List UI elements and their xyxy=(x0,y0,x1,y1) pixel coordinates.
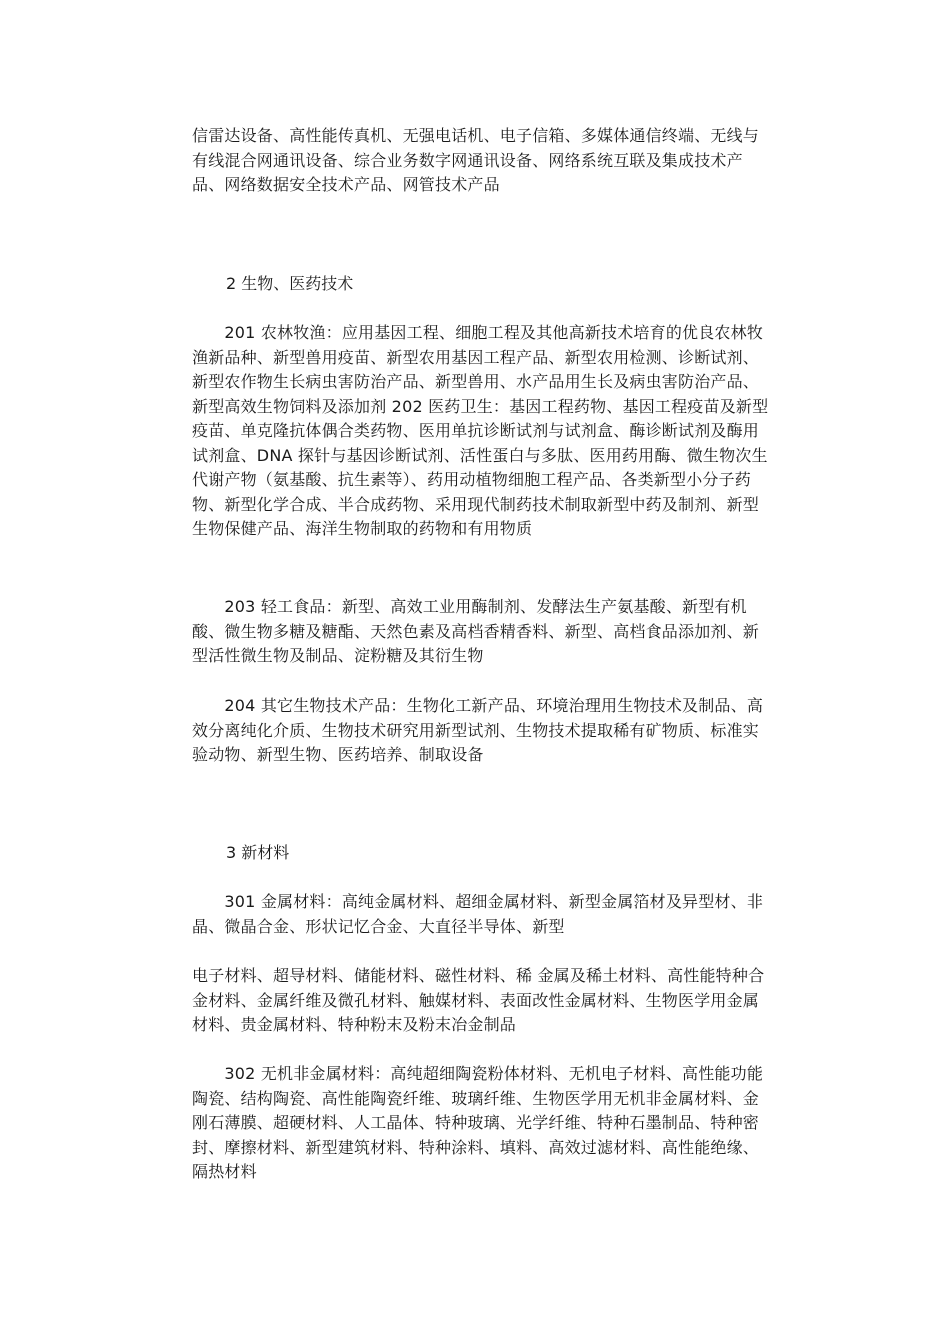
paragraph-301-metal-part2: 电子材料、超导材料、储能材料、磁性材料、稀 金属及稀土材料、高性能特种合金材料、金属纤维及微孔材料、触媒材料、表面改性金属材料、生物医学用金属材料、贵金属材料、特种粉末及粉末冶金制品 xyxy=(192,966,765,1034)
paragraph-201-agriculture: 201 农林牧渔：应用基因工程、细胞工程及其他高新技术培育的优良农林牧渔新品种、新型兽用疫苗、新型农用基因工程产品、新型农用检测、诊断试剂、新型农作物生长病虫害防治产品、新型兽用、水产品用生长及病虫害防治产品、新型高效生物饲料及添加剂 202 医药卫生：基因工程药物、基因工程疫苗及新型疫苗、单克隆抗体偶合类药物、医用单抗诊断试剂与试剂盒、酶诊断试剂及酶用试剂盒、DNA 探针与基因诊断试剂、活性蛋白与多肽、医用药用酶、微生物次生代谢产物（氨基酸、抗生素等）、药用动植物细胞工程产品、各类新型小分子药物、新型化学合成、半合成药物、采用现代制药技术制取新型中药及制剂、新型生物保健产品、海洋生物制取的药物和有用物质 xyxy=(192,323,769,538)
paragraph-203-light-food: 203 轻工食品：新型、高效工业用酶制剂、发酵法生产氨基酸、新型有机酸、微生物多糖及糖酯、天然色素及高档香精香料、新型、高档食品添加剂、新型活性微生物及制品、淀粉糖及其衍生物 xyxy=(192,597,760,665)
paragraph-electronics-continued: 信雷达设备、高性能传真机、无强电话机、电子信箱、多媒体通信终端、无线与有线混合网通讯设备、综合业务数字网通讯设备、网络系统互联及集成技术产品、网络数据安全技术产品、网管技术产品 xyxy=(192,126,760,194)
paragraph-301-metal-part1: 301 金属材料：高纯金属材料、超细金属材料、新型金属箔材及异型材、非晶、微晶合金、形状记忆合金、大直径半导体、新型 xyxy=(192,892,764,936)
paragraph-204-other-bio: 204 其它生物技术产品：生物化工新产品、环境治理用生物技术及制品、高效分离纯化介质、生物技术研究用新型试剂、生物技术提取稀有矿物质、标准实验动物、新型生物、医药培养、制取设备 xyxy=(192,696,764,764)
section-heading-new-materials: 3 新材料 xyxy=(226,843,290,862)
paragraph-302-inorganic: 302 无机非金属材料：高纯超细陶瓷粉体材料、无机电子材料、高性能功能陶瓷、结构陶瓷、高性能陶瓷纤维、玻璃纤维、生物医学用无机非金属材料、金刚石薄膜、超硬材料、人工晶体、特种玻璃、光学纤维、特种石墨制品、特种密封、摩擦材料、新型建筑材料、特种涂料、填料、高效过滤材料、高性能绝缘、隔热材料 xyxy=(192,1064,764,1181)
section-heading-bio-medicine: 2 生物、医药技术 xyxy=(226,274,354,293)
